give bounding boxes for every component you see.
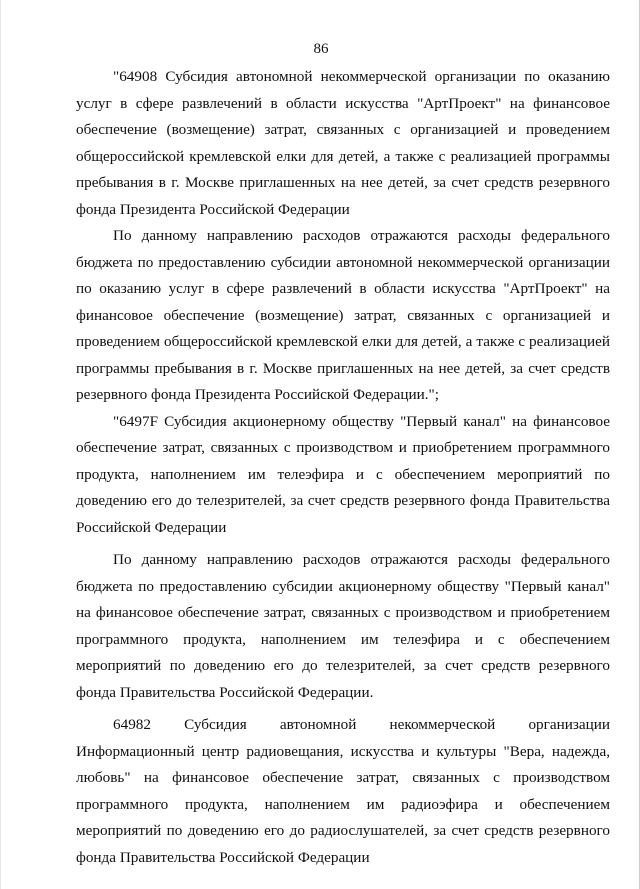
paragraph-64908-heading: "64908 Субсидия автономной некоммерческой организации по оказанию услуг в сфере развлечений в области искусства "АртПроект" на финансовое обеспечение (возмещение) затрат, связанных с организацией и проведением общероссийской кремлевской елки для детей, а также с реализацией программы пребывания в г. Москве приглашенных на нее детей, за счет средств резервного фонда Президента Российской Федерации bbox=[76, 68, 610, 218]
paragraph-64982-heading: 64982 Субсидия автономной некоммерческой организации Информационный центр радиовещания, искусства и культуры "Вера, надежда, любовь" на финансовое обеспечение затрат, связанных с производством программного продукта, наполнением им радиоэфира и обеспечением мероприятий по доведению его до радиослушателей, за счет средств резервного фонда Правительства Российской Федерации bbox=[76, 716, 610, 866]
document-body bbox=[76, 64, 610, 871]
paragraph-6497f-heading: "6497F Субсидия акционерному обществу "Первый канал" на финансовое обеспечение затрат, связанных с производством и приобретением программного продукта, наполнением им телеэфира и с обеспечением мероприятий по доведению его до телезрителей, за счет средств резервного фонда Правительства Российской Федерации bbox=[76, 412, 610, 536]
paragraph-6497f-description: По данному направлению расходов отражаются расходы федерального бюджета по предоставлению субсидии акционерному обществу "Первый канал" на финансовое обеспечение затрат, связанных с производством и приобретением программного продукта, наполнением им телеэфира и с обеспечением мероприятий по доведению его до телезрителей, за счет средств резервного фонда Правительства Российской Федерации. bbox=[76, 551, 610, 701]
paragraph-64908-description: По данному направлению расходов отражаются расходы федерального бюджета по предоставлению субсидии автономной некоммерческой организации по оказанию услуг в сфере развлечений в области искусства "АртПроект" на финансовое обеспечение (возмещение) затрат, связанных с организацией и проведением общероссийской кремлевской елки для детей, а также с реализацией программы пребывания в г. Москве приглашенных на нее детей, за счет средств резервного фонда Президента Российской Федерации."; bbox=[76, 227, 610, 403]
page-number: 86 bbox=[313, 41, 329, 57]
